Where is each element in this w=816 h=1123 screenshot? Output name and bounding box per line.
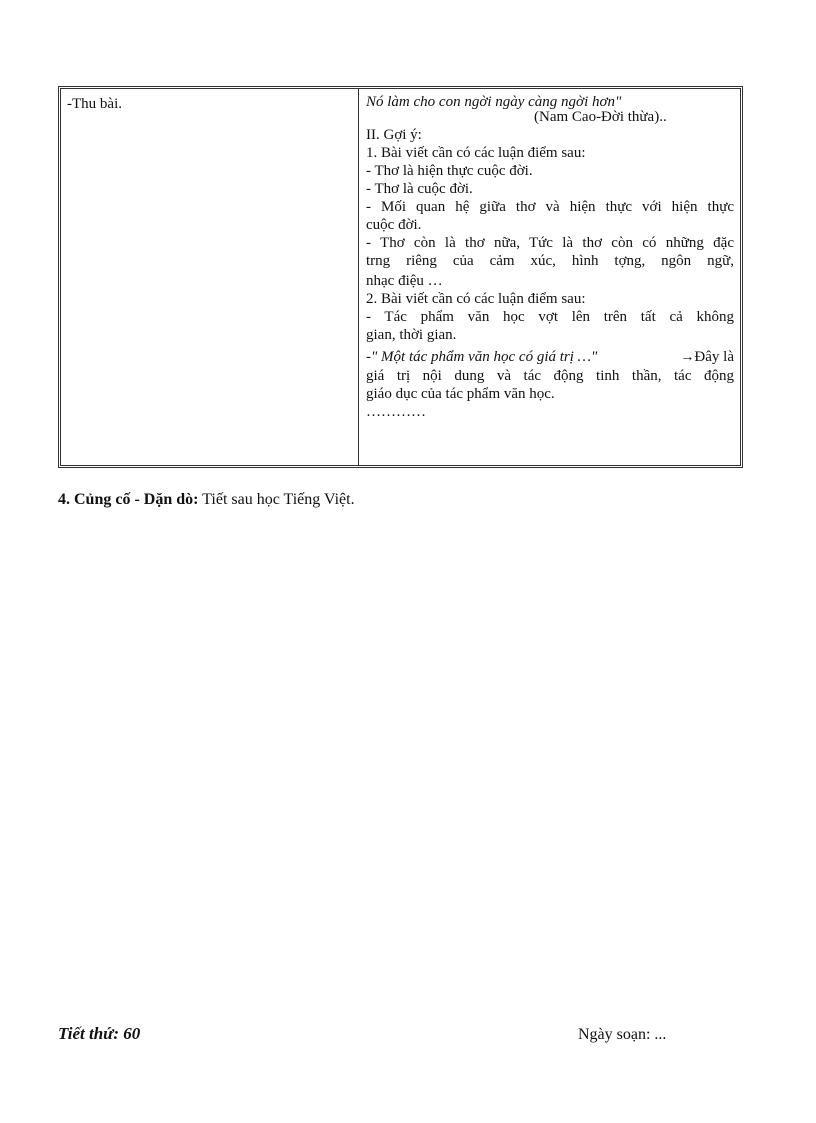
quote-source: (Nam Cao-Đời thừa)..: [534, 109, 667, 125]
preparation-date: Ngày soạn: ...: [578, 1026, 667, 1043]
item2-line2: giá trị nội dung và tác động tinh thần, tác động: [366, 368, 734, 384]
lesson-table: [58, 86, 743, 468]
quote-line: Nó làm cho con ngời ngày càng ngời hơn": [366, 94, 622, 110]
item2-quote-row: [366, 348, 734, 367]
ellipsis: …………: [366, 404, 426, 420]
lesson-number: Tiết thứ: 60: [58, 1024, 141, 1043]
item1-point-c-line1: - Mối quan hệ giữa thơ và hiện thực với hiện thực: [366, 199, 734, 215]
table-right-column: [359, 89, 740, 465]
left-cell-text: -Thu bài.: [67, 96, 122, 112]
item1-point-d-line2: trng riêng của cảm xúc, hình tợng, ngôn ngữ,: [366, 253, 734, 269]
item2-quote: -" Một tác phẩm văn học có giá trị …": [366, 349, 598, 365]
table-left-column: [61, 89, 359, 465]
item2-point-a-line1: - Tác phẩm văn học vợt lên trên tất cả không: [366, 309, 734, 325]
item1-heading: 1. Bài viết cần có các luận điểm sau:: [366, 145, 586, 161]
right-arrow-icon: →: [680, 350, 695, 365]
item2-line3: giáo dục của tác phẩm văn học.: [366, 386, 555, 402]
item1-point-d-line1: - Thơ còn là thơ nữa, Tức là thơ còn có những đặc: [366, 235, 734, 251]
heading-goi-y: II. Gợi ý:: [366, 127, 422, 143]
item2-heading: 2. Bài viết cần có các luận điểm sau:: [366, 291, 586, 307]
item1-point-b: - Thơ là cuộc đời.: [366, 181, 473, 197]
consolidation-line: [58, 490, 355, 510]
consolidation-label: 4. Củng cố - Dặn dò:: [58, 491, 199, 508]
item2-arrow-row: [680, 348, 734, 367]
consolidation-text: Tiết sau học Tiếng Việt.: [198, 491, 355, 508]
item1-point-c-line2: cuộc đời.: [366, 217, 422, 233]
item2-point-a-line2: gian, thời gian.: [366, 327, 457, 343]
item2-after-arrow: Đây là: [694, 349, 734, 365]
item1-point-a: - Thơ là hiện thực cuộc đời.: [366, 163, 533, 179]
item1-point-d-line3: nhạc điệu …: [366, 273, 443, 289]
